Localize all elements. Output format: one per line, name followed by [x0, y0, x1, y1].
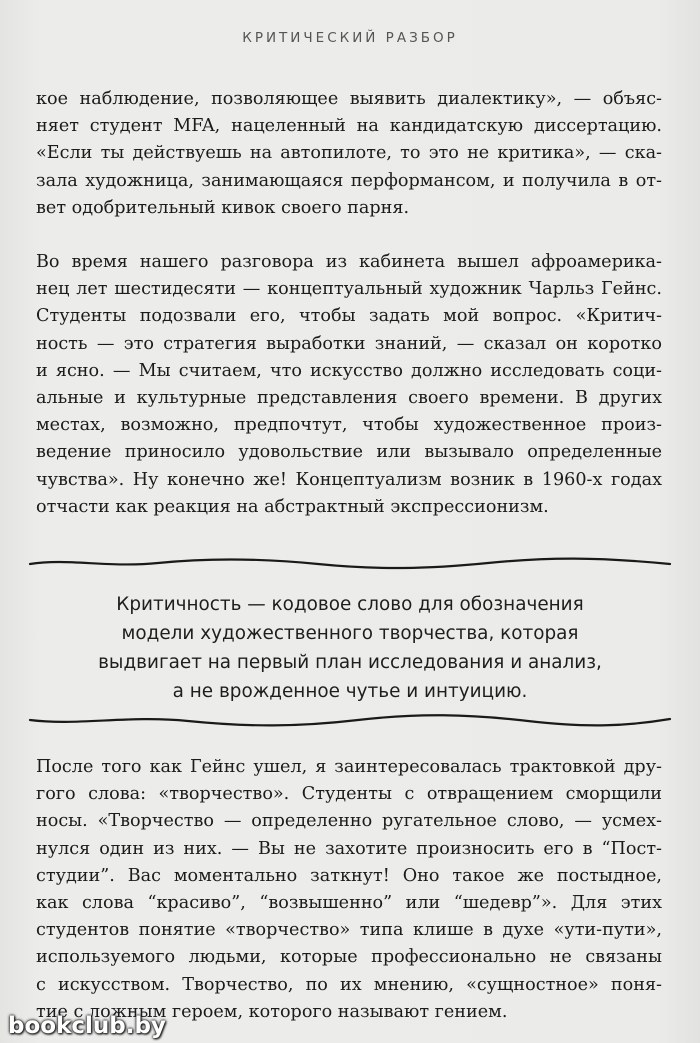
text-line: гого слова: «творчество». Студенты с отвращением сморщили [36, 784, 662, 805]
text-line: студентов понятие «творчество» типа клише в духе «ути-пути», [36, 920, 662, 941]
pull-quote-line: выдвигает на первый план исследования и анализ, [98, 652, 602, 673]
pull-quote-line: а не врожденное чутье и интуицию. [172, 681, 528, 702]
text-line: местах, возможно, предпочтут, чтобы художественное произ- [36, 415, 662, 436]
text-line: ведение приносило удовольствие или вызывало определенные [36, 442, 662, 463]
running-head: КРИТИЧЕСКИЙ РАЗБОР [242, 30, 458, 46]
text-line: нец лет шестидесяти — концептуальный художник Чарльз Гейнс. [36, 279, 662, 300]
text-line: как слова “красиво”, “возвышенно” или “шедевр”». Для этих [36, 893, 662, 914]
watermark-logo: bookclub.by [8, 1013, 166, 1039]
text-line: ность — это стратегия выработки знаний, — сказал он коротко [36, 333, 662, 354]
text-line: Во время нашего разговора из кабинета вышел афроамерика- [36, 252, 662, 272]
paragraph-2 [36, 249, 662, 521]
paragraph-1 [36, 86, 662, 222]
text-line: Студенты подозвали его, чтобы задать мой вопрос. «Критич- [36, 306, 662, 327]
wavy-divider-bottom [28, 710, 672, 732]
text-line: тие с ложным героем, которого называют гением. [36, 1001, 508, 1022]
text-line: «Если ты действуешь на автопилоте, то это не критика», — ска- [36, 143, 662, 164]
text-line: нулся один из них. — Вы не захотите произносить его в “Пост- [36, 838, 662, 859]
text-line: После того как Гейнс ушел, я заинтересовалась трактовкой дру- [36, 757, 662, 777]
text-line: студии”. Вас моментально заткнут! Оно такое же постыдное, [36, 865, 662, 886]
pull-quote-line: Критичность — кодовое слово для обозначения [116, 594, 584, 615]
text-line: кое наблюдение, позволяющее выявить диалектику», — объяс- [36, 89, 662, 109]
text-line: вет одобрительный кивок своего парня. [36, 197, 410, 218]
pull-quote-line: модели художественного творчества, которая [121, 623, 579, 644]
wavy-divider-top [28, 552, 672, 574]
text-line: зала художница, занимающаяся перформансом, и получила в от- [36, 170, 662, 191]
text-line: отчасти как реакция на абстрактный экспрессионизм. [36, 496, 549, 517]
text-line: носы. «Творчество — определенно ругательное слово, — усмех- [36, 811, 662, 832]
text-line: няет студент MFA, нацеленный на кандидатскую диссертацию. [36, 116, 662, 137]
text-line: с искусством. Творчество, по их мнению, «сущностное» поня- [36, 974, 662, 995]
text-line: альные и культурные представления своего времени. В других [36, 388, 662, 409]
pull-quote [40, 590, 660, 706]
text-line: используемого людьми, которые профессионально не связаны [36, 947, 662, 968]
text-line: чувства». Ну конечно же! Концептуализм возник в 1960-х годах [36, 469, 662, 490]
paragraph-3 [36, 754, 662, 1026]
text-line: и ясно. — Мы считаем, что искусство должно исследовать соци- [36, 360, 662, 381]
